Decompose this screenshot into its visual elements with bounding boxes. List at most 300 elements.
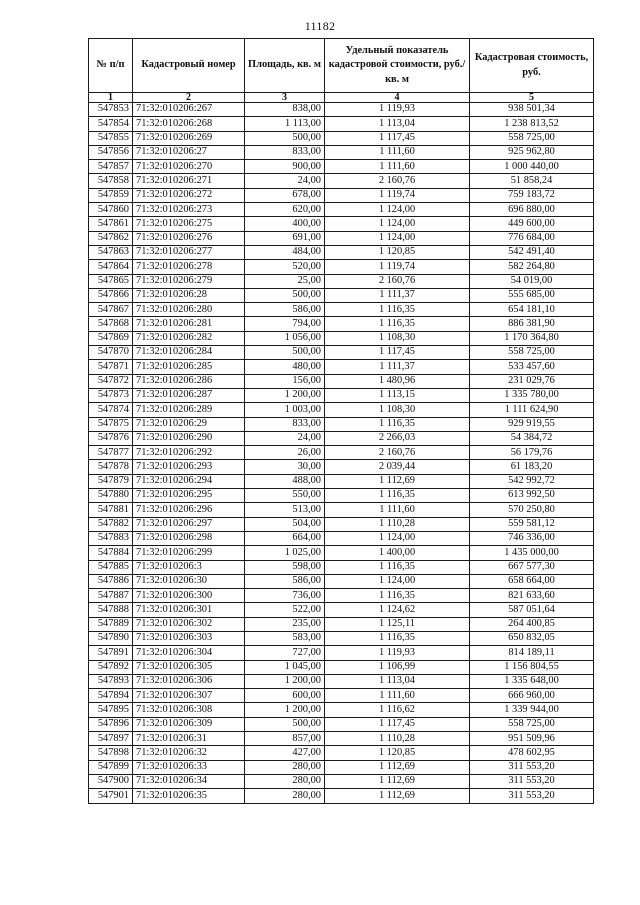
cadastral-value-cell: 821 633,60 [470, 589, 594, 603]
row-number-cell: 547872 [89, 374, 133, 388]
cadastral-value-cell: 570 250,80 [470, 503, 594, 517]
row-number-cell: 547860 [89, 203, 133, 217]
cadastral-number-cell: 71:32:010206:304 [133, 646, 245, 660]
cadastral-value-cell: 54 019,00 [470, 274, 594, 288]
row-number-cell: 547857 [89, 160, 133, 174]
cadastral-value-cell: 1 170 364,80 [470, 331, 594, 345]
row-number-cell: 547883 [89, 531, 133, 545]
cadastral-value-cell: 1 000 440,00 [470, 160, 594, 174]
row-number-cell: 547884 [89, 546, 133, 560]
header-row-number: № п/п [89, 39, 133, 93]
row-number-cell: 547891 [89, 646, 133, 660]
table-row [89, 474, 594, 488]
specific-value-cell: 1 120,85 [325, 746, 470, 760]
table-row [89, 631, 594, 645]
area-cell: 156,00 [245, 374, 325, 388]
cadastral-value-table [88, 38, 594, 804]
specific-value-cell: 1 119,93 [325, 646, 470, 660]
row-number-cell: 547856 [89, 145, 133, 159]
cadastral-number-cell: 71:32:010206:282 [133, 331, 245, 345]
table-row [89, 231, 594, 245]
table-row [89, 489, 594, 503]
cadastral-number-cell: 71:32:010206:306 [133, 674, 245, 688]
cadastral-number-cell: 71:32:010206:307 [133, 689, 245, 703]
cadastral-value-cell: 542 491,40 [470, 245, 594, 259]
cadastral-value-cell: 613 992,50 [470, 489, 594, 503]
area-cell: 794,00 [245, 317, 325, 331]
cadastral-value-cell: 696 880,00 [470, 203, 594, 217]
cadastral-value-cell: 449 600,00 [470, 217, 594, 231]
specific-value-cell: 1 124,00 [325, 574, 470, 588]
area-cell: 25,00 [245, 274, 325, 288]
cadastral-number-cell: 71:32:010206:309 [133, 717, 245, 731]
row-number-cell: 547896 [89, 717, 133, 731]
cadastral-number-cell: 71:32:010206:269 [133, 131, 245, 145]
specific-value-cell: 1 116,35 [325, 303, 470, 317]
specific-value-cell: 1 106,99 [325, 660, 470, 674]
cadastral-value-cell: 925 962,80 [470, 145, 594, 159]
specific-value-cell: 1 116,62 [325, 703, 470, 717]
row-number-cell: 547871 [89, 360, 133, 374]
cadastral-value-cell: 938 501,34 [470, 103, 594, 117]
specific-value-cell: 1 113,04 [325, 674, 470, 688]
specific-value-cell: 1 111,37 [325, 288, 470, 302]
row-number-cell: 547854 [89, 117, 133, 131]
area-cell: 600,00 [245, 689, 325, 703]
area-cell: 30,00 [245, 460, 325, 474]
cadastral-value-cell: 51 858,24 [470, 174, 594, 188]
table-row [89, 674, 594, 688]
area-cell: 504,00 [245, 517, 325, 531]
row-number-cell: 547864 [89, 260, 133, 274]
table-row [89, 431, 594, 445]
specific-value-cell: 1 116,35 [325, 631, 470, 645]
row-number-cell: 547867 [89, 303, 133, 317]
cadastral-value-cell: 658 664,00 [470, 574, 594, 588]
cadastral-value-cell: 311 553,20 [470, 760, 594, 774]
table-row [89, 517, 594, 531]
table-row [89, 717, 594, 731]
cadastral-value-cell: 264 400,85 [470, 617, 594, 631]
cadastral-number-cell: 71:32:010206:273 [133, 203, 245, 217]
cadastral-value-cell: 555 685,00 [470, 288, 594, 302]
table-row [89, 774, 594, 788]
area-cell: 664,00 [245, 531, 325, 545]
table-row [89, 703, 594, 717]
area-cell: 24,00 [245, 174, 325, 188]
table-row [89, 331, 594, 345]
cadastral-number-cell: 71:32:010206:299 [133, 546, 245, 560]
table-row [89, 317, 594, 331]
area-cell: 833,00 [245, 417, 325, 431]
cadastral-value-cell: 759 183,72 [470, 188, 594, 202]
row-number-cell: 547885 [89, 560, 133, 574]
cadastral-number-cell: 71:32:010206:300 [133, 589, 245, 603]
row-number-cell: 547861 [89, 217, 133, 231]
row-number-cell: 547865 [89, 274, 133, 288]
table-row [89, 789, 594, 803]
cadastral-value-cell: 776 684,00 [470, 231, 594, 245]
column-number: 5 [470, 93, 594, 103]
cadastral-value-cell: 1 111 624,90 [470, 403, 594, 417]
header-specific-value: Удельный показатель кадастровой стоимости, руб./кв. м [325, 39, 470, 93]
table-row [89, 446, 594, 460]
specific-value-cell: 1 480,96 [325, 374, 470, 388]
cadastral-value-cell: 54 384,72 [470, 431, 594, 445]
area-cell: 736,00 [245, 589, 325, 603]
row-number-cell: 547858 [89, 174, 133, 188]
table-row [89, 274, 594, 288]
row-number-cell: 547894 [89, 689, 133, 703]
area-cell: 833,00 [245, 145, 325, 159]
cadastral-number-cell: 71:32:010206:275 [133, 217, 245, 231]
specific-value-cell: 1 111,60 [325, 689, 470, 703]
specific-value-cell: 1 112,69 [325, 760, 470, 774]
specific-value-cell: 1 125,11 [325, 617, 470, 631]
area-cell: 280,00 [245, 760, 325, 774]
table-body [89, 103, 594, 804]
specific-value-cell: 1 124,00 [325, 531, 470, 545]
cadastral-number-cell: 71:32:010206:292 [133, 446, 245, 460]
cadastral-number-cell: 71:32:010206:279 [133, 274, 245, 288]
row-number-cell: 547868 [89, 317, 133, 331]
table-row [89, 460, 594, 474]
table-row [89, 746, 594, 760]
area-cell: 400,00 [245, 217, 325, 231]
cadastral-value-cell: 667 577,30 [470, 560, 594, 574]
row-number-cell: 547859 [89, 188, 133, 202]
row-number-cell: 547863 [89, 245, 133, 259]
cadastral-value-cell: 231 029,76 [470, 374, 594, 388]
specific-value-cell: 1 119,93 [325, 103, 470, 117]
cadastral-value-cell: 558 725,00 [470, 346, 594, 360]
specific-value-cell: 1 111,60 [325, 503, 470, 517]
table-row [89, 188, 594, 202]
area-cell: 500,00 [245, 717, 325, 731]
row-number-cell: 547892 [89, 660, 133, 674]
specific-value-cell: 1 117,45 [325, 717, 470, 731]
specific-value-cell: 1 111,60 [325, 145, 470, 159]
row-number-cell: 547878 [89, 460, 133, 474]
cadastral-number-cell: 71:32:010206:298 [133, 531, 245, 545]
specific-value-cell: 1 112,69 [325, 789, 470, 803]
cadastral-number-cell: 71:32:010206:278 [133, 260, 245, 274]
cadastral-value-cell: 1 238 813,52 [470, 117, 594, 131]
table-row [89, 103, 594, 117]
area-cell: 1 200,00 [245, 674, 325, 688]
area-cell: 280,00 [245, 774, 325, 788]
table-row [89, 546, 594, 560]
row-number-cell: 547879 [89, 474, 133, 488]
cadastral-value-cell: 650 832,05 [470, 631, 594, 645]
specific-value-cell: 1 124,00 [325, 203, 470, 217]
table-row [89, 760, 594, 774]
area-cell: 1 003,00 [245, 403, 325, 417]
specific-value-cell: 1 112,69 [325, 474, 470, 488]
table-row [89, 689, 594, 703]
cadastral-value-cell: 1 335 780,00 [470, 388, 594, 402]
area-cell: 598,00 [245, 560, 325, 574]
specific-value-cell: 1 116,35 [325, 589, 470, 603]
specific-value-cell: 1 110,28 [325, 517, 470, 531]
specific-value-cell: 1 116,35 [325, 489, 470, 503]
cadastral-value-cell: 1 156 804,55 [470, 660, 594, 674]
cadastral-value-cell: 654 181,10 [470, 303, 594, 317]
specific-value-cell: 1 117,45 [325, 131, 470, 145]
row-number-cell: 547882 [89, 517, 133, 531]
page-number: 11182 [304, 19, 336, 33]
column-number: 3 [245, 93, 325, 103]
area-cell: 500,00 [245, 288, 325, 302]
cadastral-value-cell: 666 960,00 [470, 689, 594, 703]
area-cell: 620,00 [245, 203, 325, 217]
row-number-cell: 547875 [89, 417, 133, 431]
area-cell: 235,00 [245, 617, 325, 631]
area-cell: 522,00 [245, 603, 325, 617]
cadastral-number-cell: 71:32:010206:30 [133, 574, 245, 588]
cadastral-number-cell: 71:32:010206:285 [133, 360, 245, 374]
table-row [89, 603, 594, 617]
cadastral-number-cell: 71:32:010206:267 [133, 103, 245, 117]
cadastral-number-cell: 71:32:010206:297 [133, 517, 245, 531]
area-cell: 550,00 [245, 489, 325, 503]
row-number-cell: 547888 [89, 603, 133, 617]
cadastral-number-cell: 71:32:010206:268 [133, 117, 245, 131]
table-row [89, 574, 594, 588]
area-cell: 1 056,00 [245, 331, 325, 345]
table-row [89, 417, 594, 431]
table-row [89, 245, 594, 259]
specific-value-cell: 1 117,45 [325, 346, 470, 360]
table-row [89, 646, 594, 660]
cadastral-number-cell: 71:32:010206:32 [133, 746, 245, 760]
area-cell: 678,00 [245, 188, 325, 202]
specific-value-cell: 1 124,00 [325, 217, 470, 231]
area-cell: 1 025,00 [245, 546, 325, 560]
area-cell: 500,00 [245, 131, 325, 145]
table-row [89, 303, 594, 317]
cadastral-value-cell: 311 553,20 [470, 789, 594, 803]
table-row [89, 203, 594, 217]
area-cell: 586,00 [245, 574, 325, 588]
table-row [89, 732, 594, 746]
specific-value-cell: 1 111,37 [325, 360, 470, 374]
cadastral-number-cell: 71:32:010206:33 [133, 760, 245, 774]
cadastral-number-cell: 71:32:010206:302 [133, 617, 245, 631]
cadastral-value-cell: 1 339 944,00 [470, 703, 594, 717]
cadastral-value-cell: 558 725,00 [470, 131, 594, 145]
cadastral-value-cell: 478 602,95 [470, 746, 594, 760]
area-cell: 900,00 [245, 160, 325, 174]
specific-value-cell: 1 124,00 [325, 231, 470, 245]
cadastral-number-cell: 71:32:010206:270 [133, 160, 245, 174]
cadastral-value-cell: 533 457,60 [470, 360, 594, 374]
area-cell: 24,00 [245, 431, 325, 445]
table-row [89, 617, 594, 631]
area-cell: 727,00 [245, 646, 325, 660]
cadastral-value-cell: 814 189,11 [470, 646, 594, 660]
table-row [89, 131, 594, 145]
cadastral-value-cell: 1 335 648,00 [470, 674, 594, 688]
specific-value-cell: 1 111,60 [325, 160, 470, 174]
column-number: 2 [133, 93, 245, 103]
area-cell: 500,00 [245, 346, 325, 360]
table-row [89, 660, 594, 674]
row-number-cell: 547880 [89, 489, 133, 503]
row-number-cell: 547869 [89, 331, 133, 345]
row-number-cell: 547895 [89, 703, 133, 717]
table-header-row [89, 39, 594, 93]
row-number-cell: 547901 [89, 789, 133, 803]
table-row [89, 160, 594, 174]
cadastral-number-cell: 71:32:010206:276 [133, 231, 245, 245]
cadastral-value-cell: 311 553,20 [470, 774, 594, 788]
cadastral-number-cell: 71:32:010206:29 [133, 417, 245, 431]
column-number: 4 [325, 93, 470, 103]
cadastral-number-cell: 71:32:010206:308 [133, 703, 245, 717]
cadastral-number-cell: 71:32:010206:31 [133, 732, 245, 746]
row-number-cell: 547899 [89, 760, 133, 774]
header-cadastral-number: Кадастровый номер [133, 39, 245, 93]
cadastral-value-cell: 542 992,72 [470, 474, 594, 488]
specific-value-cell: 1 113,04 [325, 117, 470, 131]
row-number-cell: 547897 [89, 732, 133, 746]
cadastral-number-cell: 71:32:010206:272 [133, 188, 245, 202]
table-row [89, 145, 594, 159]
row-number-cell: 547866 [89, 288, 133, 302]
table-row [89, 217, 594, 231]
cadastral-value-cell: 582 264,80 [470, 260, 594, 274]
row-number-cell: 547893 [89, 674, 133, 688]
cadastral-number-cell: 71:32:010206:281 [133, 317, 245, 331]
row-number-cell: 547853 [89, 103, 133, 117]
cadastral-value-cell: 886 381,90 [470, 317, 594, 331]
area-cell: 427,00 [245, 746, 325, 760]
row-number-cell: 547898 [89, 746, 133, 760]
specific-value-cell: 1 119,74 [325, 188, 470, 202]
area-cell: 1 200,00 [245, 703, 325, 717]
cadastral-value-cell: 1 435 000,00 [470, 546, 594, 560]
area-cell: 280,00 [245, 789, 325, 803]
cadastral-value-cell: 587 051,64 [470, 603, 594, 617]
table-row [89, 531, 594, 545]
cadastral-value-cell: 929 919,55 [470, 417, 594, 431]
row-number-cell: 547874 [89, 403, 133, 417]
cadastral-value-cell: 951 509,96 [470, 732, 594, 746]
cadastral-number-cell: 71:32:010206:3 [133, 560, 245, 574]
table-row [89, 117, 594, 131]
area-cell: 691,00 [245, 231, 325, 245]
row-number-cell: 547870 [89, 346, 133, 360]
area-cell: 513,00 [245, 503, 325, 517]
area-cell: 26,00 [245, 446, 325, 460]
row-number-cell: 547862 [89, 231, 133, 245]
table-row [89, 360, 594, 374]
specific-value-cell: 1 400,00 [325, 546, 470, 560]
table-row [89, 560, 594, 574]
area-cell: 488,00 [245, 474, 325, 488]
cadastral-value-cell: 746 336,00 [470, 531, 594, 545]
area-cell: 586,00 [245, 303, 325, 317]
table-row [89, 174, 594, 188]
cadastral-number-cell: 71:32:010206:286 [133, 374, 245, 388]
cadastral-number-cell: 71:32:010206:27 [133, 145, 245, 159]
specific-value-cell: 2 160,76 [325, 446, 470, 460]
cadastral-number-cell: 71:32:010206:35 [133, 789, 245, 803]
area-cell: 583,00 [245, 631, 325, 645]
cadastral-number-cell: 71:32:010206:289 [133, 403, 245, 417]
cadastral-number-cell: 71:32:010206:295 [133, 489, 245, 503]
specific-value-cell: 2 160,76 [325, 174, 470, 188]
header-cadastral-value: Кадастровая стоимость, руб. [470, 39, 594, 93]
table-row [89, 260, 594, 274]
row-number-cell: 547887 [89, 589, 133, 603]
column-number-row [89, 93, 594, 103]
table-row [89, 288, 594, 302]
specific-value-cell: 1 124,62 [325, 603, 470, 617]
row-number-cell: 547855 [89, 131, 133, 145]
table-row [89, 388, 594, 402]
cadastral-number-cell: 71:32:010206:287 [133, 388, 245, 402]
table-row [89, 374, 594, 388]
specific-value-cell: 1 116,35 [325, 560, 470, 574]
table-row [89, 346, 594, 360]
area-cell: 857,00 [245, 732, 325, 746]
specific-value-cell: 1 119,74 [325, 260, 470, 274]
row-number-cell: 547889 [89, 617, 133, 631]
area-cell: 480,00 [245, 360, 325, 374]
area-cell: 484,00 [245, 245, 325, 259]
header-area: Площадь, кв. м [245, 39, 325, 93]
cadastral-number-cell: 71:32:010206:301 [133, 603, 245, 617]
specific-value-cell: 1 110,28 [325, 732, 470, 746]
column-number: 1 [89, 93, 133, 103]
cadastral-value-cell: 61 183,20 [470, 460, 594, 474]
specific-value-cell: 1 108,30 [325, 403, 470, 417]
area-cell: 1 200,00 [245, 388, 325, 402]
cadastral-number-cell: 71:32:010206:28 [133, 288, 245, 302]
row-number-cell: 547886 [89, 574, 133, 588]
cadastral-number-cell: 71:32:010206:284 [133, 346, 245, 360]
specific-value-cell: 2 160,76 [325, 274, 470, 288]
table-row [89, 503, 594, 517]
area-cell: 1 113,00 [245, 117, 325, 131]
area-cell: 838,00 [245, 103, 325, 117]
area-cell: 1 045,00 [245, 660, 325, 674]
row-number-cell: 547890 [89, 631, 133, 645]
cadastral-number-cell: 71:32:010206:293 [133, 460, 245, 474]
cadastral-value-cell: 56 179,76 [470, 446, 594, 460]
cadastral-number-cell: 71:32:010206:296 [133, 503, 245, 517]
specific-value-cell: 1 112,69 [325, 774, 470, 788]
cadastral-value-cell: 559 581,12 [470, 517, 594, 531]
cadastral-number-cell: 71:32:010206:290 [133, 431, 245, 445]
row-number-cell: 547881 [89, 503, 133, 517]
row-number-cell: 547900 [89, 774, 133, 788]
cadastral-value-cell: 558 725,00 [470, 717, 594, 731]
area-cell: 520,00 [245, 260, 325, 274]
table-row [89, 589, 594, 603]
cadastral-number-cell: 71:32:010206:305 [133, 660, 245, 674]
specific-value-cell: 2 266,03 [325, 431, 470, 445]
cadastral-number-cell: 71:32:010206:277 [133, 245, 245, 259]
row-number-cell: 547877 [89, 446, 133, 460]
cadastral-number-cell: 71:32:010206:280 [133, 303, 245, 317]
specific-value-cell: 1 113,15 [325, 388, 470, 402]
table-row [89, 403, 594, 417]
cadastral-number-cell: 71:32:010206:303 [133, 631, 245, 645]
specific-value-cell: 1 116,35 [325, 317, 470, 331]
